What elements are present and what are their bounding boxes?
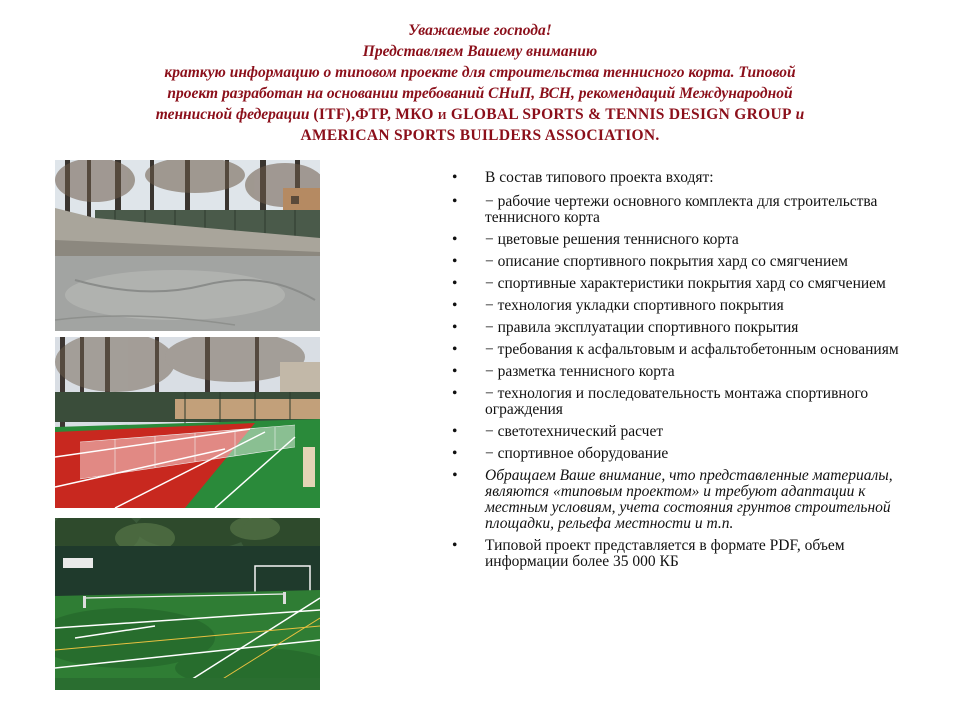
- list-item-text: − светотехнический расчет: [485, 423, 664, 440]
- list-item: [452, 424, 912, 440]
- list-item: [452, 298, 912, 314]
- header-greeting: Уважаемые господа!: [408, 22, 552, 39]
- bullet: •: [452, 253, 458, 270]
- header-line-5-part3: и: [791, 106, 805, 123]
- project-contents-list: [452, 170, 912, 576]
- header-line-6: AMERICAN SPORTS BUILDERS ASSOCIATION.: [300, 127, 660, 144]
- list-item-text: − цветовые решения теннисного корта: [485, 231, 739, 248]
- list-item: [452, 194, 912, 226]
- bullet: •: [452, 275, 458, 292]
- list-item-text: − технология укладки спортивного покрытия: [485, 297, 784, 314]
- list-item-text: − требования к асфальтовым и асфальтобетонным основаниям: [485, 341, 899, 358]
- list-item-text: − технология и последовательность монтажа спортивного ограждения: [485, 385, 869, 418]
- bullet: •: [452, 537, 458, 554]
- list-item-text: Типовой проект представляется в формате PDF, объем информации более 35 000 КБ: [485, 537, 845, 570]
- header-line-3: краткую информацию о типовом проекте для строительства теннисного корта. Типовой: [164, 64, 796, 81]
- photo-court-red-green: [55, 337, 320, 508]
- header-line-5: [40, 104, 920, 125]
- list-item: [452, 364, 912, 380]
- bullet: •: [452, 319, 458, 336]
- list-item-format: [452, 538, 912, 570]
- header-line-4: проект разработан на основании требований СНиП, ВСН, рекомендаций Международной: [167, 85, 793, 102]
- list-item-text: Обращаем Ваше внимание, что представленные материалы, являются «типовым проектом» и требуют адаптации к местным условиям, учета состояния грунтов строительной площадки, рельефа местности и т.п.: [485, 467, 893, 532]
- list-item-text: − спортивные характеристики покрытия хард со смягчением: [485, 275, 886, 292]
- list-item-text: В состав типового проекта входят:: [485, 169, 714, 186]
- list-item: [452, 386, 912, 418]
- bullet: •: [452, 231, 458, 248]
- photo-court-green-image: [55, 518, 320, 690]
- list-item-text: − правила эксплуатации спортивного покрытия: [485, 319, 799, 336]
- bullet: •: [452, 467, 458, 484]
- list-item: [452, 446, 912, 462]
- list-item-note: [452, 468, 912, 532]
- list-item-text: − разметка теннисного корта: [485, 363, 675, 380]
- list-item: [452, 342, 912, 358]
- list-item: [452, 170, 912, 186]
- list-item-text: − спортивное оборудование: [485, 445, 669, 462]
- bullet: •: [452, 169, 458, 186]
- bullet: •: [452, 385, 458, 402]
- bullet: •: [452, 341, 458, 358]
- bullet: •: [452, 423, 458, 440]
- list-item-text: − рабочие чертежи основного комплекта для строительства теннисного корта: [485, 193, 878, 226]
- list-item: [452, 276, 912, 292]
- photo-site-before: [55, 160, 320, 331]
- list-item: [452, 320, 912, 336]
- photo-court-red-green-image: [55, 337, 320, 508]
- header-intro: Представляем Вашему вниманию: [362, 43, 598, 60]
- bullet: •: [452, 363, 458, 380]
- bullet: •: [452, 445, 458, 462]
- photo-site-before-image: [55, 160, 320, 331]
- list-item: [452, 254, 912, 270]
- list-item-text: − описание спортивного покрытия хард со смягчением: [485, 253, 848, 270]
- bullet: •: [452, 297, 458, 314]
- bullet: •: [452, 193, 458, 210]
- header-line-5-orgs: (ITF),ФТР, МКО и GLOBAL SPORTS & TENNIS DESIGN GROUP: [313, 106, 792, 123]
- photo-court-green: [55, 518, 320, 690]
- list-item: [452, 232, 912, 248]
- header: [40, 20, 920, 146]
- header-line-5-part1: теннисной федерации: [155, 106, 314, 123]
